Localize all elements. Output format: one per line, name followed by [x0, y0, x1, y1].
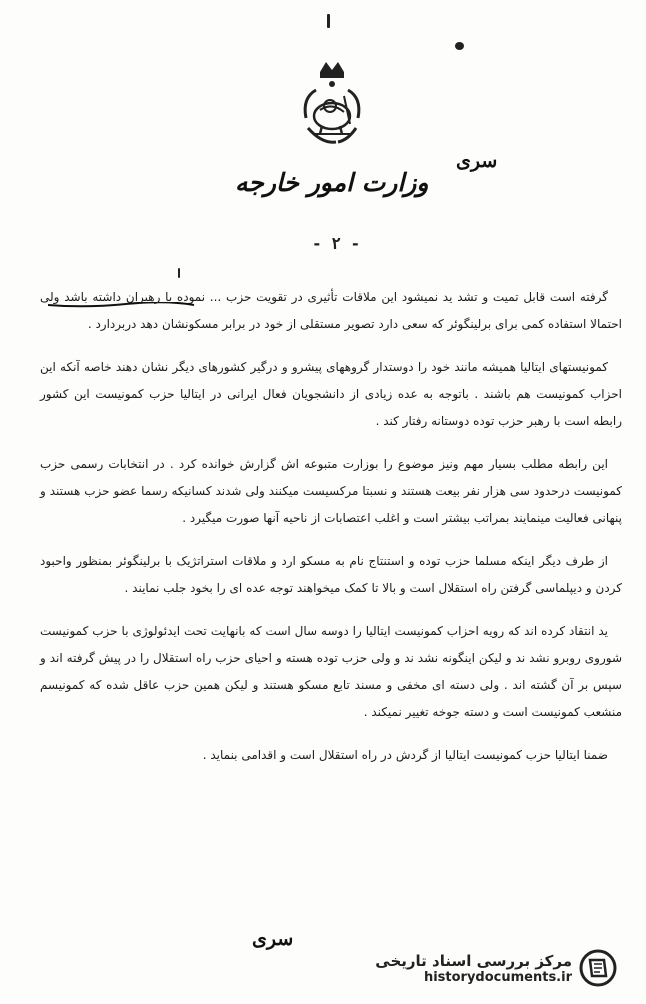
- classification-label-bottom: سری: [252, 928, 294, 950]
- archive-logo-icon: [578, 946, 618, 990]
- scan-artifact: [327, 14, 330, 28]
- archive-name: مرکز بررسی اسناد تاریخی: [375, 951, 572, 970]
- scan-artifact: [455, 42, 464, 50]
- lion-and-sun-emblem-icon: [292, 58, 372, 158]
- ministry-title: وزارت امور خارجه: [235, 168, 429, 197]
- scan-artifact: [178, 268, 180, 278]
- body-paragraph: از طرف دیگر اینکه مسلما حزب توده و استنتاج نام به مسکو ارد و ملاقات استراتژیک با برلینگوئر بمنظور واحبود کردن و دیپلماسی گرفتن راه استقلال است و بالا تا کمک میخواهند توجه عده ای را بخود جلب نمایند .: [40, 554, 622, 595]
- archive-watermark: [356, 940, 618, 996]
- body-paragraph: ضمنا ایتالیا حزب کمونیست ایتالیا از گردش در راه استقلال است و اقدامی بنماید .: [202, 748, 608, 762]
- body-paragraph: ید انتقاد کرده اند که رویه احزاب کمونیست ایتالیا را دوسه سال است که بانهایت تحت ایدئولوژی با حزب کمونیست شوروی روبرو نشد ند و لیکن اینگونه نشد ند و ولی حزب توده هسته و احیای حزب راه استقلال را در پیش گرفته اند و سپس بر آن گشته اند . ولی دسته ای مخفی و مسند تابع مسکو هستند و لیکن همین حزب عاقل شده که کمونیسم منشعب کمونیست است و دسته جوخه تغییر نمیکند .: [40, 624, 622, 719]
- archive-url: historydocuments.ir: [423, 969, 572, 985]
- body-paragraph: گرفته است قابل تمیت و تشد ید نمیشود این ملاقات تأثیری در تقویت حزب ... نموده یا رهبران داشته باشد ولی احتمالا استفاده کمی برای برلینگوئر که سعی دارد تصویر مستقلی از خود در برابر مسکونشان دهد دربردارد .: [40, 290, 622, 331]
- body-paragraph: این رابطه مطلب بسیار مهم ونیز موضوع را بوزارت متبوعه اش گزارش خوانده کرد . در انتخابات رسمی حزب کمونیست درحدود سی هزار نفر بیعت هستند و نسبتا مرکسیست میکنند ولی شدند کسانیکه رسما عضو حزب هستند و پنهانی فعالیت مینمایند بمراتب بیشتر است و اغلب اعتصابات از ناحیه آنها صورت میگیرد .: [40, 457, 622, 525]
- page-number: - ۲ -: [312, 234, 361, 253]
- body-paragraph: کمونیستهای ایتالیا همیشه مانند خود را دوستدار گروههای پیشرو و درگیر کشورهای دیگر نشان دهند خاصه آنکه این احزاب کمونیست هم باشند . باتوجه به عده زیادی از دانشجویان فعال ایرانی در ایتالیا حزب کمونیست این کشور رابطه است با رهبر حزب توده دوستانه رفتار کند .: [40, 360, 622, 428]
- document-body: [40, 284, 622, 785]
- classification-label-top: سری: [456, 150, 498, 172]
